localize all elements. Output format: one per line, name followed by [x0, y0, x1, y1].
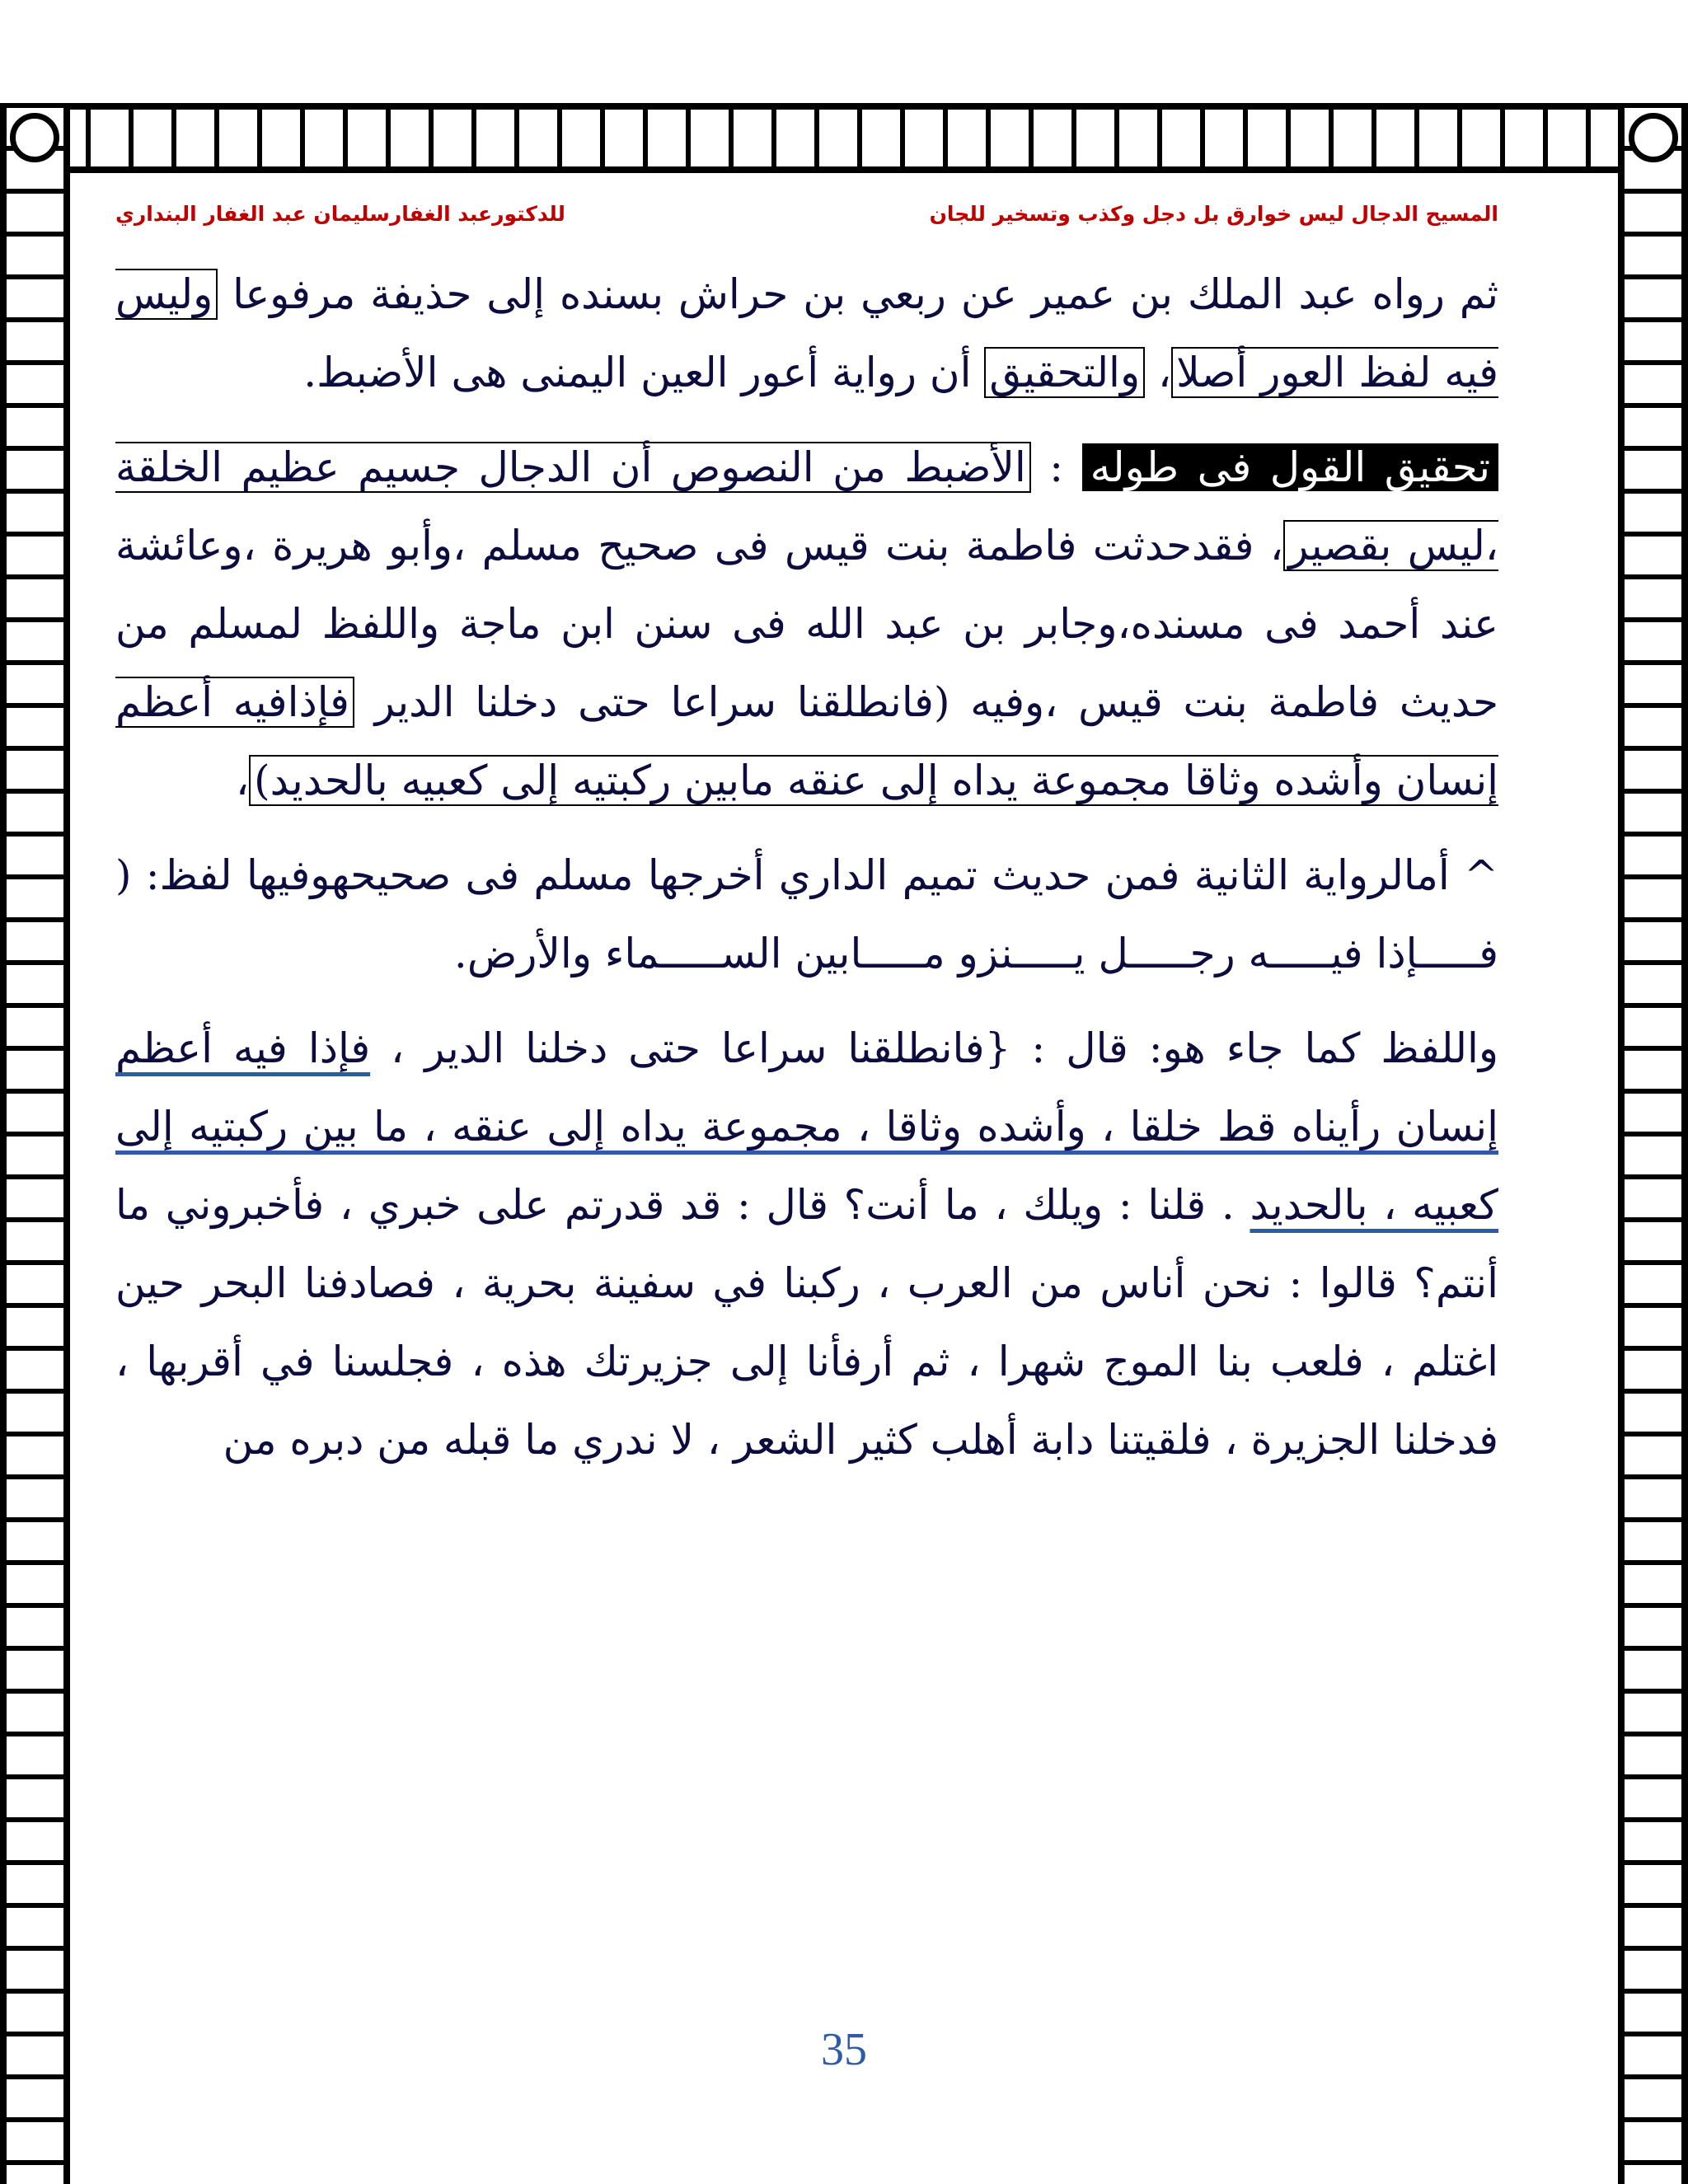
underlined-phrase: فإذا فيه أعظم إنسان رأيناه قط خلقا ، وأشده وثاقا ، مجموعة يداه إلى عنقه ، ما بين ركبتيه إلى كعبيه ، بالحديد	[115, 1024, 1498, 1229]
text-run: ثم رواه عبد الملك بن عمير عن ربعي بن حراش بسنده إلى حذيفة مرفوعا	[218, 270, 1498, 318]
text-run: واللفظ كما جاء هو: قال : {فانطلقنا سراعا حتى دخلنا الدير ،	[370, 1024, 1498, 1072]
document-page	[82, 177, 1606, 2172]
text-run: :	[1030, 443, 1082, 491]
decorative-border-right	[1618, 103, 1688, 2184]
paragraph-1	[115, 255, 1498, 412]
paragraph-4	[115, 1010, 1498, 1479]
corner-ornament-right	[1629, 113, 1678, 162]
boxed-phrase: والتحقيق	[984, 347, 1145, 398]
section-heading: تحقيق القول فى طوله	[1082, 443, 1498, 491]
header-book-title: المسيح الدجال ليس خوارق بل دجل وكذب وتسخير للجان	[929, 202, 1498, 226]
header-author: للدكتورعبد الغفارسليمان عبد الغفار البنداري	[115, 202, 565, 226]
boxed-phrase: وليس فيه لفظ العور أصلا	[115, 270, 1498, 396]
paragraph-2	[115, 429, 1498, 820]
boxed-phrase: فإذافيه أعظم إنسان وأشده وثاقا مجموعة يداه إلى عنقه مابين ركبتيه إلى كعبيه بالحديد)	[115, 678, 1498, 804]
text-run: ، فقدحدثت فاطمة بنت قيس فى صحيح مسلم ،وأبو هريرة ،وعائشة عند أحمد فى مسنده،وجابر بن عبد الله فى سنن ابن ماجة واللفظ لمسلم من حديث فاطمة بنت قيس ،وفيه (فانطلقنا سراعا حتى دخلنا الدير	[115, 522, 1498, 726]
boxed-phrase: الأضبط من النصوص أن الدجال جسيم عظيم الخلقة ،ليس بقصير	[115, 443, 1498, 569]
decorative-border-left	[0, 103, 70, 2184]
paragraph-3: ^ أمالرواية الثانية فمن حديث تميم الداري أخرجها مسلم فى صحيحهوفيها لفظ: ( فـــــإذا فيـــــه رجـــــل يـــــنزو مـــــابين الســـــماء والأرض.	[115, 851, 1498, 977]
running-header	[82, 202, 1606, 235]
text-run: ،	[1145, 349, 1172, 396]
decorative-border-top	[0, 103, 1688, 173]
text-run: . قلنا : ويلك ، ما أنت؟ قال : قد قدرتم على خبري ، فأخبروني ما أنتم؟ قالوا : نحن أناس من العرب ، ركبنا في سفينة بحرية ، فصادفنا البحر حين اغتلم ، فلعب بنا الموج شهرا ، ثم أرفأنا إلى جزيرتك هذه ، فجلسنا في أقربها ، فدخلنا الجزيرة ، فلقيتنا دابة أهلب كثير الشعر ، لا ندري ما قبله من دبره من	[115, 1181, 1498, 1464]
document-body	[115, 255, 1498, 1496]
text-run: ،	[235, 757, 250, 804]
corner-ornament-left	[10, 113, 59, 162]
text-run: أن رواية أعور العين اليمنى هى الأضبط.	[303, 349, 985, 396]
page-number: 35	[821, 2024, 867, 2075]
